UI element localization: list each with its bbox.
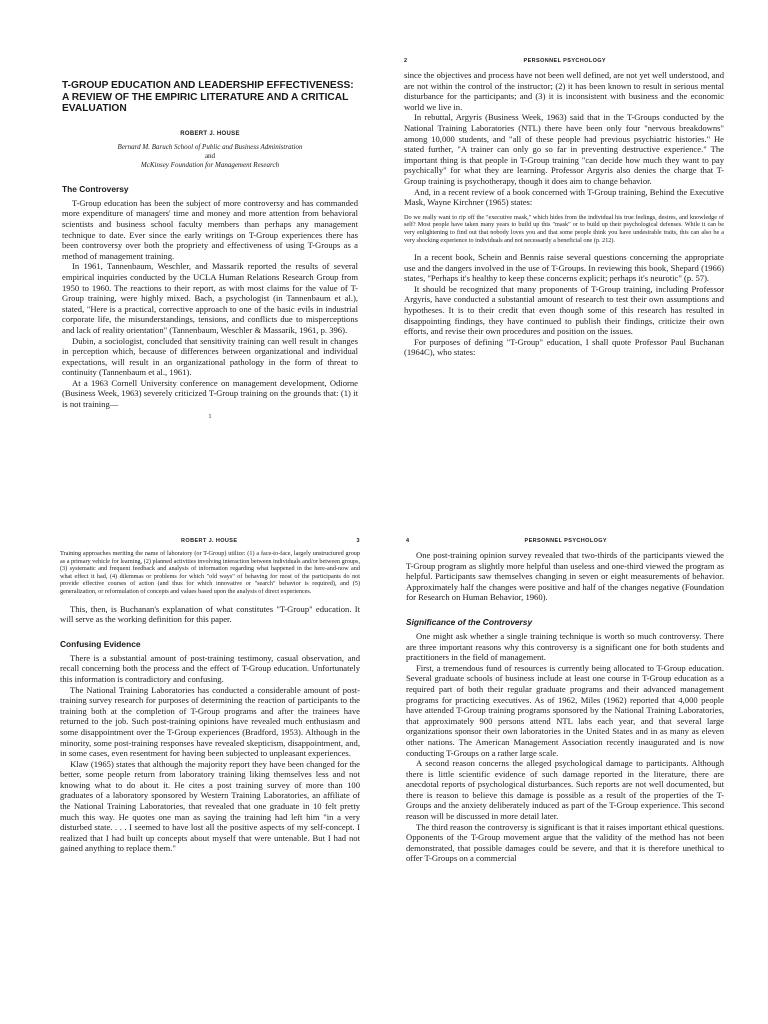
paragraph: since the objectives and process have not been well defined, are not yet well understood, and are not within the control of the instructor; (2) it has been known to result in serious mental disturbance for the participants; and (3) it is inconsistent with business and the economic world we live in. <box>404 70 724 112</box>
running-head-title: PERSONNEL PSYCHOLOGY <box>523 58 606 64</box>
paragraph: A second reason concerns the alleged psychological damage to participants. Although there is little scientific evidence of such damage reported in the literature, there are anecdotal reports of psychological disturbances. Such reports are not well documented, but there is reason to believe this damage is possible as a result of the properties of the T-Groups and the anxiety deliberately induced as part of the T-Group experience. This second reason will be discussed in more detail later. <box>406 758 724 822</box>
paragraph: In a recent book, Schein and Bennis raise several questions concerning the appropriate use and the dangers involved in the use of T-Groups. In reviewing this book, Shepard (1966) states, "Perhaps it's healthy to keep these concerns explicit; perhaps it's neurotic" (p. 57). <box>404 252 724 284</box>
page-2 <box>384 0 768 512</box>
block-quote: Training approaches meriting the name of laboratory (or T-Group) utilize: (1) a face-to-face, largely unstructured group as a primary vehicle for learning, (2) planned activities involving interaction between individuals and/or between groups, (3) systematic and frequent feedback and analysis of information regarding what happened in the here-and-now and what effect it had, (4) dilemmas or problems for which "old ways" of behaving for most of the participants do not provide effective courses of action (and thus for which innovative or "search" behavior is required), and (5) generalization, or reformulation of concepts and values based upon the analysis of direct experiences. <box>60 550 360 595</box>
paragraph: At a 1963 Cornell University conference on management development, Odiorne (Business Week, 1963) severely criticized T-Group training on the grounds that: (1) it is not training— <box>62 377 358 410</box>
page-folio: 1 <box>208 413 212 420</box>
running-header <box>60 538 360 544</box>
paragraph: T-Group education has been the subject of more controversy and has commanded more expenditure of managers' time and money and more attention from behavioral scientists and business school faculty members than perhaps any management technique to date. Ever since the early writings on T-Group experiences there has been controversy over both the propriety and effectiveness of using T-Groups as a method of management training. <box>62 197 358 261</box>
page-number: 3 <box>356 538 360 544</box>
paragraph: This, then, is Buchanan's explanation of what constitutes "T-Group" education. It will serve as the working definition for this paper. <box>60 603 360 625</box>
block-quote: Do we really want to rip off the "executive mask," which hides from the individual his true feelings, desires, and knowledge of self? Most people have taken many years to build up this "mask" or to build up their psychological defenses. While it can be very enlightening to find out that nobody loves you and that some people think you have undesirable traits, this can also be a very shocking experience to individuals and not necessarily a beneficial one (p. 212). <box>404 213 724 244</box>
running-head-title: ROBERT J. HOUSE <box>181 538 238 544</box>
page-3 <box>0 512 384 1024</box>
paragraph: In rebuttal, Argyris (Business Week, 1963) said that in the T-Groups conducted by the National Training Laboratories (NTL) there have been only four "nervous breakdowns" among 10,000 students, and "all of these people had previous psychiatric histories." He stated further, "A trainer can only go so far in preventing destructive experience." The important thing is that people in T-Group training "can decide how much they want to pay psychically" for what they are learning. Professor Argyris also denies the charge that T-Group training is psychotherapy, though it does aim to change behavior. <box>404 112 724 186</box>
paragraph: In 1961, Tannenbaum, Weschler, and Massarik reported the results of several empirical inquiries conducted by the UCLA Human Relations Research Group from 1950 to 1960. The reactions to their report, as with most claims for the value of T-Group training, were highly mixed. Bach, a psychologist (in Tannenbaum et al.), stated, "Here is a practical, corrective approach to one of the basic evils in industrial corporate life, the misunderstandings, tensions, and conflicts due to misperceptions and lack of reality orientation" (Tannenbaum, Weschler & Massarik, 1961, p. 396). <box>62 261 358 335</box>
running-head-title: PERSONNEL PSYCHOLOGY <box>524 538 607 544</box>
paragraph: The National Training Laboratories has conducted a considerable amount of post-training survey research for purposes of determining the reaction of participants to the training both at the completion of T-Group programs and after the trainees have returned to the job. Such post-training opinions have revealed much enthusiasm and some disappointment over the T-Group experiences (Bradford, 1953). Although in the minority, some post-training responses have revealed skepticism, disappointment, and, in some cases, even resentment for having been subjected to unpleasant experiences. <box>60 684 360 759</box>
paragraph: And, in a recent review of a book concerned with T-Group training, Behind the Executive Mask, Wayne Kirchner (1965) states: <box>404 186 724 208</box>
affiliation-1: Bernard M. Baruch School of Public and Business Administration <box>117 142 303 151</box>
paragraph: Dubin, a sociologist, concluded that sensitivity training can well result in changes in perception which, because of differences between organizational and individual expectations, will result in an organizational pathology in the form of threat to continuity (Tannenbaum et al., 1961). <box>62 335 358 378</box>
paragraph: For purposes of defining "T-Group" education, I shall quote Professor Paul Buchanan (1964C), who states: <box>404 336 724 358</box>
section-heading-confusing-evidence: Confusing Evidence <box>60 638 141 649</box>
paragraph: There is a substantial amount of post-training testimony, casual observation, and recall concerning both the process and the effect of T-Group education. Unfortunately this information is contradictory and confusing. <box>60 652 360 684</box>
paragraph: First, a tremendous fund of resources is currently being allocated to T-Group education. Several graduate schools of business include at least one course in T-Group education as a required part of both their regular graduate programs and their advanced management programs for practicing executives. As of 1962, Miles (1962) reported that 4,000 people have attended T-Group training programs sponsored by the National Training Laboratories, that approximately 900 persons attend NTL labs each year, and that several large organizations sponsor their own laboratories in the United States and in as many as eleven other nations. The American Management Association recently inaugurated and is now conducting T-Groups on a rather large scale. <box>406 662 724 758</box>
page-number: 4 <box>406 538 410 544</box>
paragraph: One might ask whether a single training technique is worth so much controversy. There are three important reasons why this controversy is a significant one for both students and practitioners in the field of management. <box>406 630 724 663</box>
running-header <box>406 538 724 544</box>
section-heading-controversy: The Controversy <box>62 183 129 194</box>
section-heading-significance: Significance of the Controversy <box>406 616 533 627</box>
affiliation-2: McKinsey Foundation for Management Research <box>140 160 280 169</box>
article-title: T-GROUP EDUCATION AND LEADERSHIP EFFECTIVENESS: A REVIEW OF THE EMPIRIC LITERATURE AND A CRITICAL EVALUATION <box>62 80 354 115</box>
running-header <box>404 58 724 64</box>
affiliation-and: and <box>204 151 216 160</box>
paragraph: Klaw (1965) states that although the majority report they have been changed for the better, some people return from laboratory training liking themselves less and not knowing what to do about it. He cites a post training survey of more than 100 graduates of a laboratory sponsored by Western Training Laboratories, an affiliate of the National Training Laboratories, that revealed that one graduate in 10 felt pretty much this way. He quotes one man as saying the training had left him "in a very disturbed state. . . . I seemed to have lost all the positive aspects of my self-concept. I realized that I had built up concepts about myself that were untenable. But I had not gained anything to replace them." <box>60 758 360 854</box>
page-4 <box>384 512 768 1024</box>
paragraph: The third reason the controversy is significant is that it raises important ethical questions. Opponents of the T-Group movement argue that the validity of the method has not been demonstrated, that possible damages could be severe, and that it is therefore unethical to offer T-Groups on a commercial <box>406 821 724 864</box>
paragraph: One post-training opinion survey revealed that two-thirds of the participants viewed the T-Group program as slightly more helpful than useless and one-third viewed the program as helpful. Participants saw themselves changing in seven or eight measurements of behavior. Approximately half the changes were positive and half of the changes negative (Foundation for Research on Human Behavior, 1960). <box>406 550 724 603</box>
author-name: ROBERT J. HOUSE <box>180 130 240 137</box>
paragraph: It should be recognized that many proponents of T-Group training, including Professor Argyris, have conducted a substantial amount of research to test their own assumptions and hypotheses. It is to their credit that even though some of this research has resulted in disappointing findings, they have continued to publish their findings, criticize their own efforts, and revise their own procedures and position on the issues. <box>404 283 724 337</box>
page-number: 2 <box>404 58 408 64</box>
page-1 <box>0 0 384 512</box>
